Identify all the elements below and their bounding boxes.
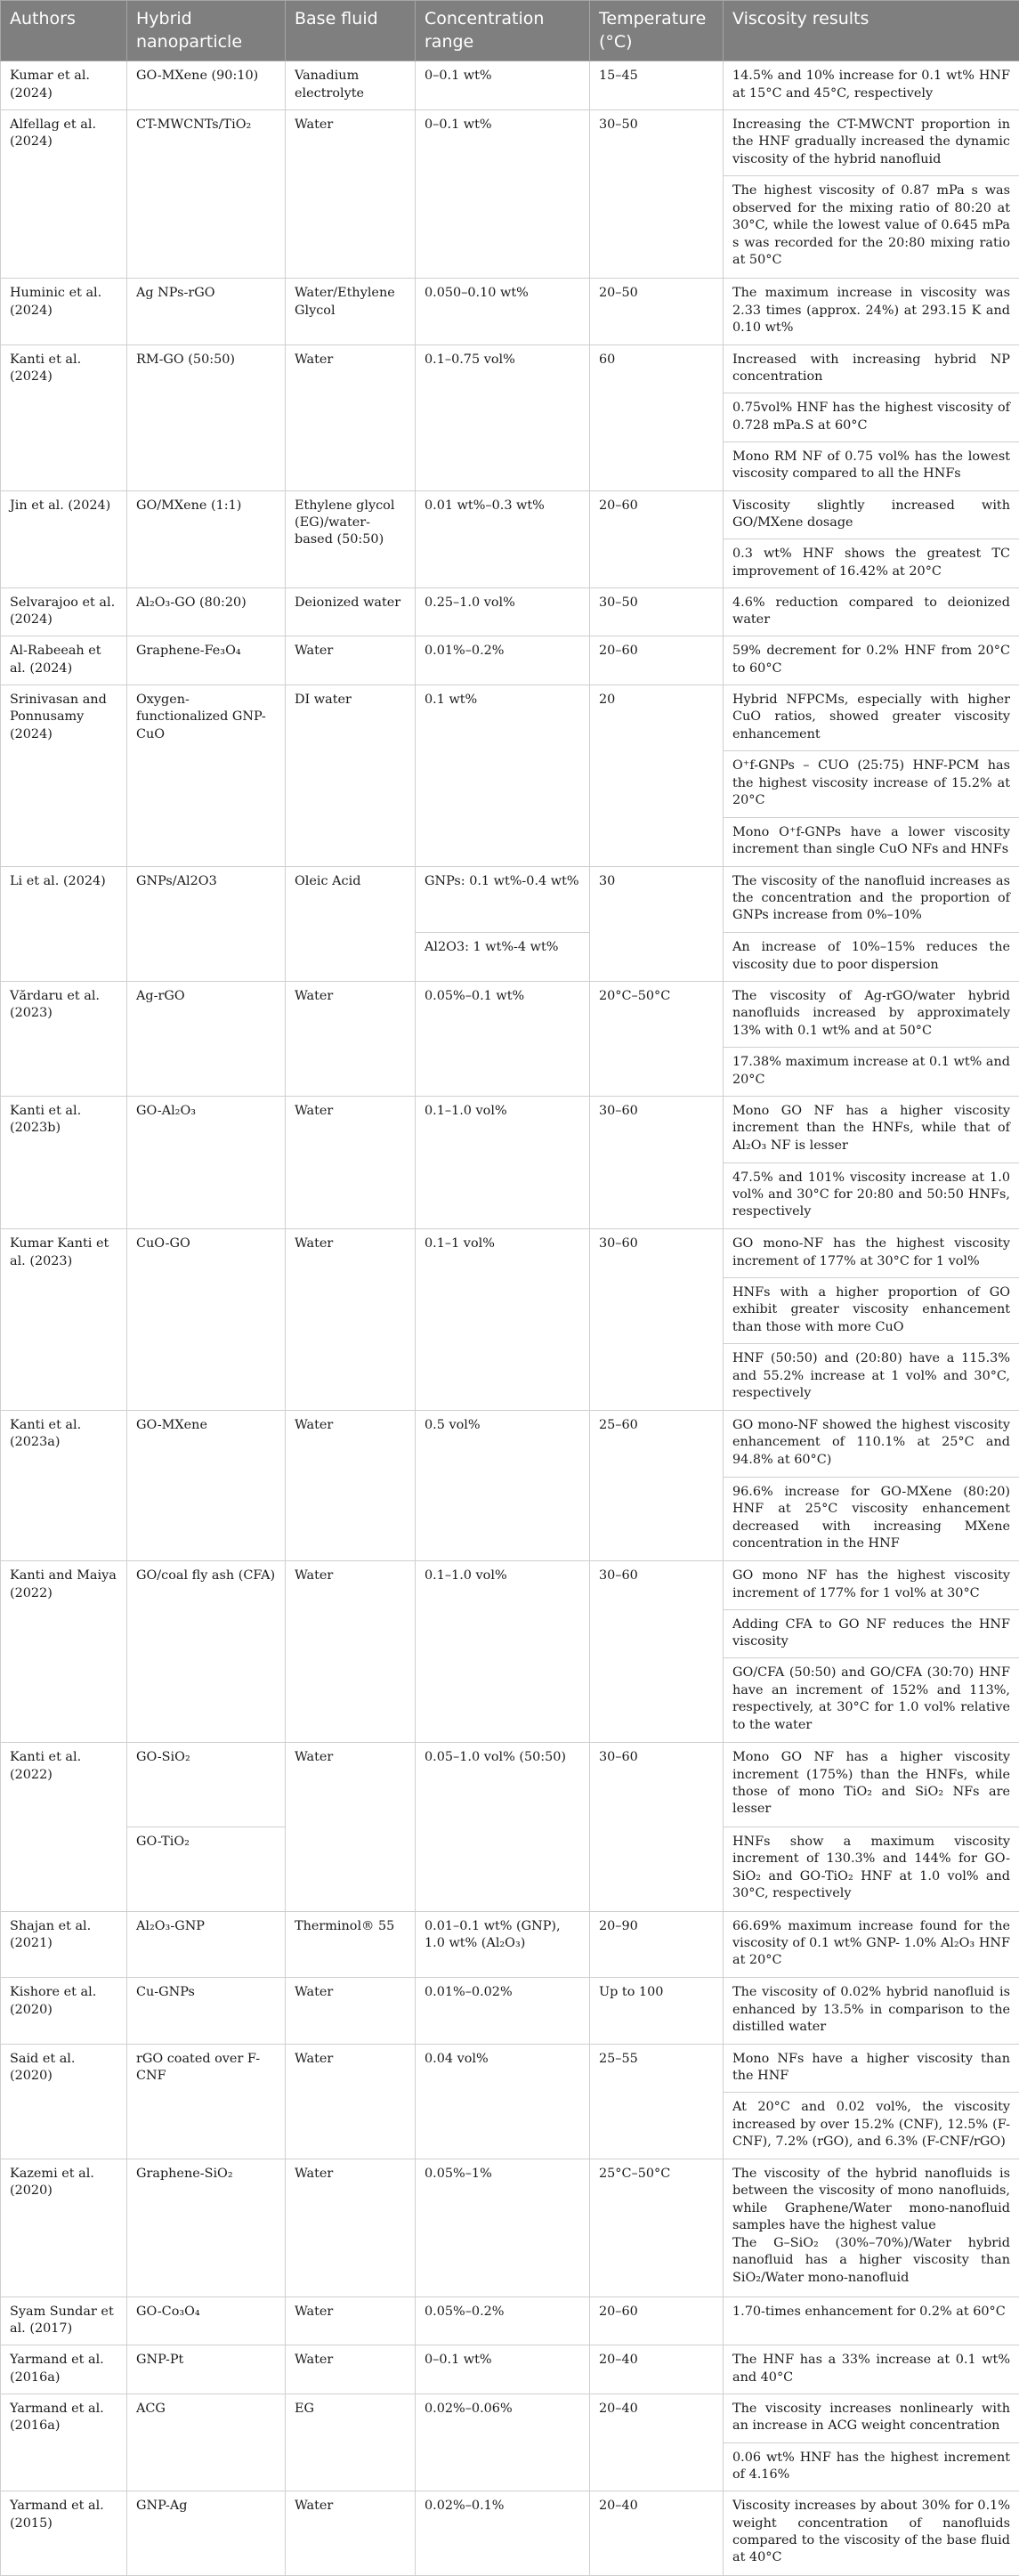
concentration-cell: 0.04 vol% xyxy=(416,2044,590,2159)
concentration-cell: 0.02%–0.06% xyxy=(416,2394,590,2491)
author-cell: Kumar Kanti et al. (2023) xyxy=(1,1229,127,1411)
base-fluid-cell: Water xyxy=(286,636,416,685)
table-row xyxy=(1,1978,1019,2045)
temperature-cell: 20–40 xyxy=(590,2345,724,2394)
viscosity-result-cell: The maximum increase in viscosity was 2.33 times (approx. 24%) at 293.15 K and 0.10 wt% xyxy=(724,279,1019,345)
temperature-cell: 20–60 xyxy=(590,2297,724,2345)
concentration-cell: 0.1–1.0 vol% xyxy=(416,1096,590,1228)
temperature-cell: 20–60 xyxy=(590,490,724,587)
viscosity-result-cell: 17.38% maximum increase at 0.1 wt% and 20°C xyxy=(724,1048,1019,1097)
concentration-cell: 0.02%–0.1% xyxy=(416,2491,590,2576)
table-row xyxy=(1,2491,1019,2576)
temperature-cell: 25–60 xyxy=(590,1411,724,1561)
table-row xyxy=(1,866,1019,933)
viscosity-results-header: Viscosity results xyxy=(724,1,1019,61)
base-fluid-header: Base fluid xyxy=(286,1,416,61)
nanoparticle-cell: Al₂O₃-GO (80:20) xyxy=(127,587,286,636)
author-cell: Kanti and Maiya (2022) xyxy=(1,1561,127,1743)
viscosity-result-cell: Increased with increasing hybrid NP concentration xyxy=(724,344,1019,393)
temperature-cell: 20–40 xyxy=(590,2491,724,2576)
author-cell: Yarmand et al. (2016a) xyxy=(1,2345,127,2394)
table-row xyxy=(1,2297,1019,2345)
base-fluid-cell: Water xyxy=(286,109,416,278)
author-cell: Srinivasan and Ponnusamy (2024) xyxy=(1,685,127,866)
viscosity-result-cell: Mono RM NF of 0.75 vol% has the lowest viscosity compared to all the HNFs xyxy=(724,441,1019,490)
temperature-cell: 20–50 xyxy=(590,279,724,345)
nanoparticle-cell: Oxygen-functionalized GNP-CuO xyxy=(127,685,286,866)
author-cell: Yarmand et al. (2015) xyxy=(1,2491,127,2576)
viscosity-result-cell: O⁺f-GNPs – CUO (25:75) HNF-PCM has the highest viscosity increase of 15.2% at 20°C xyxy=(724,751,1019,818)
nanoparticle-cell: Graphene-SiO₂ xyxy=(127,2159,286,2297)
temperature-cell: 15–45 xyxy=(590,61,724,110)
author-cell: Kanti et al. (2023b) xyxy=(1,1096,127,1228)
table-row xyxy=(1,685,1019,751)
viscosity-result-cell: GO mono-NF has the highest viscosity increment of 177% at 30°C for 1 vol% xyxy=(724,1229,1019,1278)
concentration-cell: 0.05–1.0 vol% (50:50) xyxy=(416,1743,590,1911)
nanoparticle-cell: GO/coal fly ash (CFA) xyxy=(127,1561,286,1743)
concentration-cell: 0.050–0.10 wt% xyxy=(416,279,590,345)
base-fluid-cell: Water xyxy=(286,2044,416,2159)
concentration-cell: 0.1–0.75 vol% xyxy=(416,344,590,490)
concentration-range-header: Concentration range xyxy=(416,1,590,61)
table-row xyxy=(1,61,1019,110)
concentration-cell: 0–0.1 wt% xyxy=(416,2345,590,2394)
nanoparticle-cell: Ag NPs-rGO xyxy=(127,279,286,345)
viscosity-result-cell: Viscosity increases by about 30% for 0.1% weight concentration of nanofluids compared to the viscosity of the base fluid at 40°C xyxy=(724,2491,1019,2576)
temperature-cell: 30–60 xyxy=(590,1743,724,1911)
nanoparticle-cell: Ag-rGO xyxy=(127,981,286,1096)
nanoparticle-cell: GO-SiO₂ xyxy=(127,1743,286,1827)
table-row xyxy=(1,109,1019,176)
viscosity-result-cell: The viscosity of Ag-rGO/water hybrid nanofluids increased by approximately 13% with 0.1 wt% and at 50°C xyxy=(724,981,1019,1048)
viscosity-result-cell: Mono O⁺f-GNPs have a lower viscosity increment than single CuO NFs and HNFs xyxy=(724,818,1019,867)
viscosity-result-cell: Mono NFs have a higher viscosity than the HNF xyxy=(724,2044,1019,2093)
viscosity-result-cell: 47.5% and 101% viscosity increase at 1.0 vol% and 30°C for 20:80 and 50:50 HNFs, respectively xyxy=(724,1162,1019,1229)
concentration-cell: 0.01%–0.02% xyxy=(416,1978,590,2045)
viscosity-result-cell: Mono GO NF has a higher viscosity increment (175%) than the HNFs, while those of mono TiO₂ and SiO₂ NFs are lesser xyxy=(724,1743,1019,1827)
author-cell: Shajan et al. (2021) xyxy=(1,1911,127,1978)
nanoparticle-cell: rGO coated over F-CNF xyxy=(127,2044,286,2159)
author-cell: Li et al. (2024) xyxy=(1,866,127,981)
table-row xyxy=(1,344,1019,393)
concentration-cell: 0.01–0.1 wt% (GNP), 1.0 wt% (Al₂O₃) xyxy=(416,1911,590,1978)
nanoparticle-cell: GO-MXene (90:10) xyxy=(127,61,286,110)
author-cell: Vărdaru et al. (2023) xyxy=(1,981,127,1096)
viscosity-result-cell: At 20°C and 0.02 vol%, the viscosity increased by over 15.2% (CNF), 12.5% (F-CNF), 7.2% (rGO), and 6.3% (F-CNF/rGO) xyxy=(724,2093,1019,2159)
viscosity-result-cell: 96.6% increase for GO-MXene (80:20) HNF at 25°C viscosity enhancement decreased with increasing MXene concentration in the HNF xyxy=(724,1477,1019,1561)
temperature-cell: 30–60 xyxy=(590,1561,724,1743)
author-cell: Alfellag et al. (2024) xyxy=(1,109,127,278)
viscosity-result-cell: The viscosity increases nonlinearly with an increase in ACG weight concentration xyxy=(724,2394,1019,2442)
temperature-cell: 60 xyxy=(590,344,724,490)
viscosity-result-cell: The highest viscosity of 0.87 mPa s was observed for the mixing ratio of 80:20 at 30°C, while the lowest value of 0.645 mPa s was recorded for the 20:80 mixing ratio at 50°C xyxy=(724,176,1019,279)
viscosity-result-cell: 0.06 wt% HNF has the highest increment of 4.16% xyxy=(724,2442,1019,2491)
base-fluid-cell: Water xyxy=(286,1411,416,1561)
base-fluid-cell: Water xyxy=(286,2345,416,2394)
concentration-cell: 0.01 wt%–0.3 wt% xyxy=(416,490,590,587)
viscosity-result-cell: HNF (50:50) and (20:80) have a 115.3% and 55.2% increase at 1 vol% and 30°C, respectively xyxy=(724,1344,1019,1411)
viscosity-result-cell: 0.3 wt% HNF shows the greatest TC improvement of 16.42% at 20°C xyxy=(724,539,1019,588)
nanoparticle-cell: GO-Co₃O₄ xyxy=(127,2297,286,2345)
concentration-cell: 0.01%–0.2% xyxy=(416,636,590,685)
base-fluid-cell: Vanadium electrolyte xyxy=(286,61,416,110)
base-fluid-cell: Deionized water xyxy=(286,587,416,636)
viscosity-result-cell: Increasing the CT-MWCNT proportion in the HNF gradually increased the dynamic viscosity of the hybrid nanofluid xyxy=(724,109,1019,176)
base-fluid-cell: Water xyxy=(286,2297,416,2345)
concentration-cell: 0.05%–0.2% xyxy=(416,2297,590,2345)
hybrid-nanoparticle-header: Hybrid nanoparticle xyxy=(127,1,286,61)
viscosity-result-cell: The viscosity of the nanofluid increases as the concentration and the proportion of GNPs increase from 0%–10% xyxy=(724,866,1019,933)
viscosity-result-cell: Adding CFA to GO NF reduces the HNF viscosity xyxy=(724,1609,1019,1658)
author-cell: Kanti et al. (2024) xyxy=(1,344,127,490)
author-cell: Kanti et al. (2023a) xyxy=(1,1411,127,1561)
author-cell: Syam Sundar et al. (2017) xyxy=(1,2297,127,2345)
author-cell: Kanti et al. (2022) xyxy=(1,1743,127,1911)
temperature-cell: 20–90 xyxy=(590,1911,724,1978)
base-fluid-cell: Water xyxy=(286,1743,416,1911)
table-row xyxy=(1,1911,1019,1978)
temperature-cell: 30–60 xyxy=(590,1096,724,1228)
viscosity-result-cell: Hybrid NFPCMs, especially with higher CuO ratios, showed greater viscosity enhancement xyxy=(724,685,1019,751)
nanoparticle-cell: GNPs/Al2O3 xyxy=(127,866,286,981)
table-row xyxy=(1,1561,1019,1610)
temperature-cell: Up to 100 xyxy=(590,1978,724,2045)
nanoparticle-cell: GO-Al₂O₃ xyxy=(127,1096,286,1228)
concentration-cell: 0.1–1.0 vol% xyxy=(416,1561,590,1743)
table-row xyxy=(1,981,1019,1048)
authors-header: Authors xyxy=(1,1,127,61)
viscosity-result-cell: 14.5% and 10% increase for 0.1 wt% HNF at 15°C and 45°C, respectively xyxy=(724,61,1019,110)
concentration-cell: GNPs: 0.1 wt%-0.4 wt% xyxy=(416,866,590,933)
base-fluid-cell: Ethylene glycol (EG)/water-based (50:50) xyxy=(286,490,416,587)
temperature-cell: 25–55 xyxy=(590,2044,724,2159)
temperature-cell: 20–40 xyxy=(590,2394,724,2491)
author-cell: Kishore et al. (2020) xyxy=(1,1978,127,2045)
base-fluid-cell: Therminol® 55 xyxy=(286,1911,416,1978)
concentration-cell: 0–0.1 wt% xyxy=(416,61,590,110)
header-row xyxy=(1,1,1019,61)
viscosity-result-cell: 0.75vol% HNF has the highest viscosity of 0.728 mPa.S at 60°C xyxy=(724,393,1019,442)
nanoparticle-cell: GNP-Pt xyxy=(127,2345,286,2394)
table-header xyxy=(1,1,1019,61)
concentration-cell: 0.05%–1% xyxy=(416,2159,590,2297)
viscosity-result-cell: HNFs show a maximum viscosity increment of 130.3% and 144% for GO-SiO₂ and GO-TiO₂ HNF at 1.0 vol% and 30°C, respectively xyxy=(724,1827,1019,1911)
temperature-cell: 20°C–50°C xyxy=(590,981,724,1096)
author-cell: Al-Rabeeah et al. (2024) xyxy=(1,636,127,685)
base-fluid-cell: Water xyxy=(286,1096,416,1228)
base-fluid-cell: Water/Ethylene Glycol xyxy=(286,279,416,345)
table-row xyxy=(1,2394,1019,2442)
viscosity-result-cell: 4.6% reduction compared to deionized water xyxy=(724,587,1019,636)
viscosity-result-cell: An increase of 10%–15% reduces the viscosity due to poor dispersion xyxy=(724,933,1019,982)
base-fluid-cell: Water xyxy=(286,1229,416,1411)
viscosity-result-cell: Mono GO NF has a higher viscosity increment than the HNFs, while that of Al₂O₃ NF is lesser xyxy=(724,1096,1019,1162)
viscosity-result-cell: 59% decrement for 0.2% HNF from 20°C to 60°C xyxy=(724,636,1019,685)
viscosity-result-cell: 1.70-times enhancement for 0.2% at 60°C xyxy=(724,2297,1019,2345)
table-row xyxy=(1,1229,1019,1278)
author-cell: Huminic et al. (2024) xyxy=(1,279,127,345)
table-row xyxy=(1,587,1019,636)
table-row xyxy=(1,2044,1019,2093)
concentration-cell: 0.1–1 vol% xyxy=(416,1229,590,1411)
nanoparticle-cell: ACG xyxy=(127,2394,286,2491)
author-cell: Kumar et al. (2024) xyxy=(1,61,127,110)
table-row xyxy=(1,1411,1019,1478)
base-fluid-cell: DI water xyxy=(286,685,416,866)
nanoparticle-cell: CT-MWCNTs/TiO₂ xyxy=(127,109,286,278)
base-fluid-cell: Water xyxy=(286,344,416,490)
nanoparticle-cell: GO/MXene (1:1) xyxy=(127,490,286,587)
nanoparticle-cell: Al₂O₃-GNP xyxy=(127,1911,286,1978)
viscosity-result-cell: HNFs with a higher proportion of GO exhibit greater viscosity enhancement than those with more CuO xyxy=(724,1277,1019,1344)
base-fluid-cell: Water xyxy=(286,2491,416,2576)
table-row xyxy=(1,490,1019,539)
table-row xyxy=(1,2345,1019,2394)
concentration-cell: 0.5 vol% xyxy=(416,1411,590,1561)
temperature-cell: 20–60 xyxy=(590,636,724,685)
base-fluid-cell: Oleic Acid xyxy=(286,866,416,981)
table-row xyxy=(1,2159,1019,2297)
temperature-cell: 30 xyxy=(590,866,724,981)
temperature-cell: 30–50 xyxy=(590,587,724,636)
temperature-cell: 25°C–50°C xyxy=(590,2159,724,2297)
temperature-cell: 20 xyxy=(590,685,724,866)
nanoparticle-cell: Graphene-Fe₃O₄ xyxy=(127,636,286,685)
table-row xyxy=(1,1096,1019,1162)
concentration-cell: 0.25–1.0 vol% xyxy=(416,587,590,636)
table-row xyxy=(1,1743,1019,1827)
author-cell: Jin et al. (2024) xyxy=(1,490,127,587)
base-fluid-cell: EG xyxy=(286,2394,416,2491)
base-fluid-cell: Water xyxy=(286,1978,416,2045)
concentration-cell: 0.05%–0.1 wt% xyxy=(416,981,590,1096)
base-fluid-cell: Water xyxy=(286,981,416,1096)
nanoparticle-cell: CuO-GO xyxy=(127,1229,286,1411)
viscosity-result-cell: GO mono-NF showed the highest viscosity enhancement of 110.1% at 25°C and 94.8% at 60°C) xyxy=(724,1411,1019,1478)
nanoparticle-cell: RM-GO (50:50) xyxy=(127,344,286,490)
viscosity-result-cell: Viscosity slightly increased with GO/MXene dosage xyxy=(724,490,1019,539)
author-cell: Yarmand et al. (2016a) xyxy=(1,2394,127,2491)
nanoparticle-cell: GO-TiO₂ xyxy=(127,1827,286,1911)
temperature-cell: 30–60 xyxy=(590,1229,724,1411)
nanoparticle-cell: Cu-GNPs xyxy=(127,1978,286,2045)
temperature-header: Temperature (°C) xyxy=(590,1,724,61)
author-cell: Said et al. (2020) xyxy=(1,2044,127,2159)
table-row xyxy=(1,279,1019,345)
temperature-cell: 30–50 xyxy=(590,109,724,278)
concentration-cell: 0–0.1 wt% xyxy=(416,109,590,278)
viscosity-result-cell: The HNF has a 33% increase at 0.1 wt% and 40°C xyxy=(724,2345,1019,2394)
concentration-cell: 0.1 wt% xyxy=(416,685,590,866)
viscosity-result-cell: GO/CFA (50:50) and GO/CFA (30:70) HNF have an increment of 152% and 113%, respectively, at 30°C for 1.0 vol% relative to the water xyxy=(724,1658,1019,1743)
table-row xyxy=(1,636,1019,685)
concentration-cell: Al2O3: 1 wt%-4 wt% xyxy=(416,933,590,982)
author-cell: Kazemi et al. (2020) xyxy=(1,2159,127,2297)
base-fluid-cell: Water xyxy=(286,1561,416,1743)
nanoparticle-cell: GO-MXene xyxy=(127,1411,286,1561)
viscosity-result-cell: GO mono NF has the highest viscosity increment of 177% for 1 vol% at 30°C xyxy=(724,1561,1019,1610)
author-cell: Selvarajoo et al. (2024) xyxy=(1,587,127,636)
viscosity-result-cell: The viscosity of the hybrid nanofluids is between the viscosity of mono nanofluids, while Graphene/Water mono-nanofluid samples have the highest value The G–SiO₂ (30%–70%)/Water hybrid nanofluid has a higher viscosity than SiO₂/Water mono-nanofluid xyxy=(724,2159,1019,2297)
base-fluid-cell: Water xyxy=(286,2159,416,2297)
table-body xyxy=(1,61,1019,2576)
viscosity-result-cell: The viscosity of 0.02% hybrid nanofluid is enhanced by 13.5% in comparison to the distilled water xyxy=(724,1978,1019,2045)
nanoparticle-cell: GNP-Ag xyxy=(127,2491,286,2576)
viscosity-result-cell: 66.69% maximum increase found for the viscosity of 0.1 wt% GNP- 1.0% Al₂O₃ HNF at 20°C xyxy=(724,1911,1019,1978)
